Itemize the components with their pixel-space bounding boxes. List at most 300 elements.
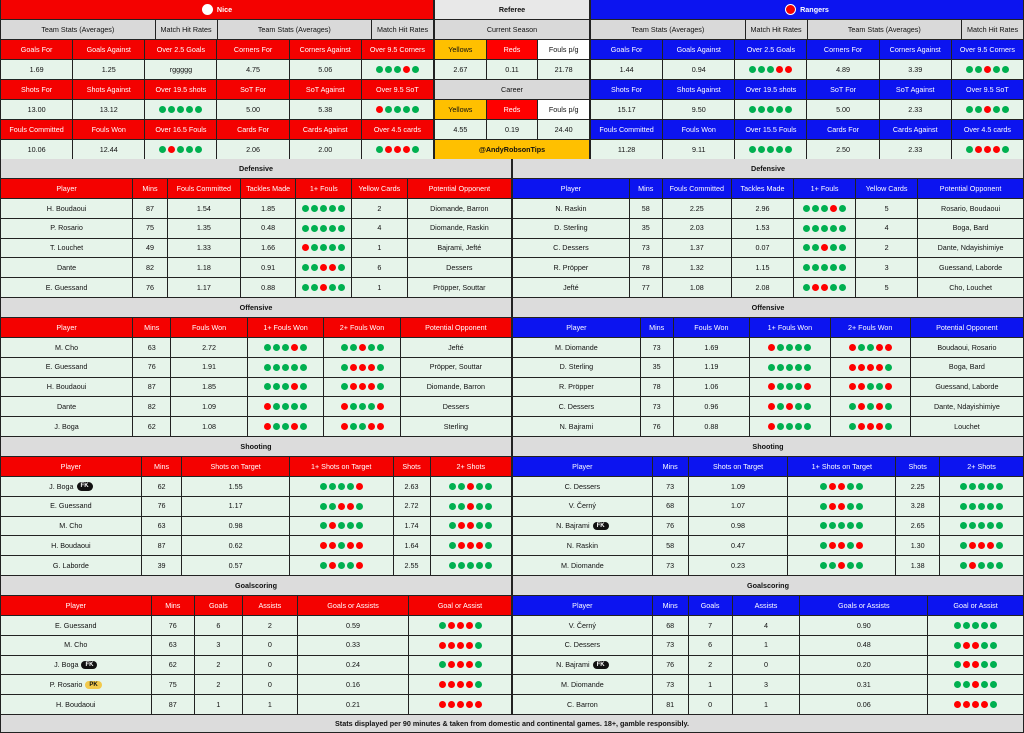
player-stat-text: 1.69 bbox=[704, 342, 719, 352]
hit-dot bbox=[350, 344, 357, 351]
player-stat-text: 35 bbox=[641, 223, 650, 233]
hit-rate-dots bbox=[290, 556, 394, 576]
player-stat-text: 0 bbox=[764, 660, 768, 670]
player-stat bbox=[800, 656, 928, 676]
rangers-value-row bbox=[590, 100, 1024, 120]
player-stat-text: 76 bbox=[666, 660, 675, 670]
hit-dot bbox=[338, 483, 345, 490]
hit-dot bbox=[966, 146, 973, 153]
miss-dot bbox=[876, 364, 883, 371]
nice-stat-value: 13.00 bbox=[1, 100, 73, 120]
player-name bbox=[1, 636, 152, 656]
referee-section-title bbox=[434, 20, 590, 40]
player-name-text: N. Raskin bbox=[555, 203, 587, 213]
player-stat-text: 1.55 bbox=[228, 481, 243, 491]
hit-rate-dots bbox=[940, 477, 1024, 497]
player-stat-text: 62 bbox=[147, 421, 156, 431]
rangers-hit-rate bbox=[735, 140, 807, 160]
player-stat bbox=[896, 536, 940, 556]
miss-dot bbox=[867, 364, 874, 371]
miss-dot bbox=[394, 146, 401, 153]
nice-stat-value: 5.06 bbox=[290, 60, 362, 80]
miss-dot bbox=[403, 146, 410, 153]
miss-dot bbox=[972, 681, 979, 688]
player-stat-text: 3 bbox=[216, 640, 221, 650]
hit-rate-dots bbox=[940, 556, 1024, 576]
hit-dot bbox=[195, 106, 202, 113]
player-name-text: E. Guessand bbox=[54, 620, 97, 630]
player-stat-text: 2 bbox=[708, 660, 713, 670]
hit-dot bbox=[320, 205, 327, 212]
player-stat bbox=[133, 397, 171, 417]
defensive-column-header: Fouls Committed bbox=[663, 179, 732, 199]
hit-dot bbox=[1002, 66, 1009, 73]
nice-stat-label: Over 2.5 Goals bbox=[145, 40, 217, 60]
player-stat bbox=[168, 199, 241, 219]
player-name bbox=[1, 497, 142, 517]
rangers-stat-label: Over 9.5 Corners bbox=[952, 40, 1024, 60]
miss-dot bbox=[291, 344, 298, 351]
referee-stat-value: 2.67 bbox=[435, 60, 487, 80]
hit-dot bbox=[329, 244, 336, 251]
player-stat-text: 76 bbox=[157, 501, 166, 511]
player-stat bbox=[171, 378, 247, 398]
offensive-column-header: 2+ Fouls Won bbox=[831, 318, 911, 338]
player-stat bbox=[856, 278, 918, 298]
shooting-left-title bbox=[0, 437, 512, 457]
player-name bbox=[1, 199, 133, 219]
hit-dot bbox=[838, 522, 845, 529]
hit-dot bbox=[830, 264, 837, 271]
miss-dot bbox=[448, 681, 455, 688]
nice-stat-value: rggggg bbox=[145, 60, 217, 80]
player-name bbox=[1, 358, 133, 378]
player-stat bbox=[298, 675, 409, 695]
defensive-column-header: Player bbox=[513, 179, 630, 199]
hit-dot bbox=[311, 284, 318, 291]
hit-dot bbox=[812, 225, 819, 232]
hit-dot bbox=[954, 681, 961, 688]
player-stat-text: 1.85 bbox=[261, 203, 276, 213]
nice-label-row bbox=[0, 120, 434, 140]
offensive-right-title bbox=[512, 298, 1024, 318]
hit-dot bbox=[282, 383, 289, 390]
player-stat-text: 0.90 bbox=[856, 620, 871, 630]
player-stat-text: 2.96 bbox=[755, 203, 770, 213]
hit-dot bbox=[449, 562, 456, 569]
player-stat bbox=[241, 258, 297, 278]
hit-dot bbox=[377, 383, 384, 390]
nice-team-label: Nice bbox=[216, 4, 233, 14]
goalscoring-right-header bbox=[512, 596, 1024, 616]
player-stat bbox=[856, 219, 918, 239]
miss-dot bbox=[329, 264, 336, 271]
player-stat-text: 1.37 bbox=[689, 243, 704, 253]
nice-stat-value: 12.44 bbox=[73, 140, 145, 160]
referee-stat-value: 24.40 bbox=[538, 120, 590, 140]
hit-dot bbox=[767, 106, 774, 113]
hit-dot bbox=[412, 146, 419, 153]
hit-dot bbox=[177, 146, 184, 153]
offensive-column-header: Player bbox=[1, 318, 133, 338]
miss-dot bbox=[466, 681, 473, 688]
hit-dot bbox=[960, 483, 967, 490]
miss-dot bbox=[356, 562, 363, 569]
player-stat-text: Cho, Louchet bbox=[949, 282, 992, 292]
goalscoring-column-header: Mins bbox=[653, 596, 689, 616]
hit-dot bbox=[264, 383, 271, 390]
shooting-column-header: 2+ Shots bbox=[940, 457, 1024, 477]
miss-dot bbox=[439, 701, 446, 708]
shooting-column-header: 2+ Shots bbox=[431, 457, 512, 477]
rangers-hit-rate bbox=[952, 140, 1024, 160]
hit-dot bbox=[795, 383, 802, 390]
rangers-crest-icon bbox=[785, 4, 796, 15]
miss-dot bbox=[368, 423, 375, 430]
player-name bbox=[513, 636, 653, 656]
nice-hit-rate bbox=[145, 100, 217, 120]
player-stat bbox=[243, 675, 298, 695]
nice-stats-header bbox=[0, 20, 434, 40]
miss-dot bbox=[376, 106, 383, 113]
player-stat-text: 1.09 bbox=[202, 402, 217, 411]
player-stat bbox=[171, 417, 247, 437]
nice-hit-rate bbox=[362, 140, 434, 160]
miss-dot bbox=[439, 681, 446, 688]
nice-stat-value: 4.75 bbox=[217, 60, 289, 80]
player-stat-text: 0.16 bbox=[346, 680, 361, 689]
miss-dot bbox=[320, 264, 327, 271]
nice-stat-label: Shots For bbox=[1, 80, 73, 100]
player-stat bbox=[689, 477, 789, 497]
miss-dot bbox=[849, 383, 856, 390]
hit-dot bbox=[749, 66, 756, 73]
miss-dot bbox=[329, 562, 336, 569]
hit-rate-dots bbox=[248, 397, 324, 417]
hit-dot bbox=[449, 483, 456, 490]
offensive-column-header: Mins bbox=[641, 318, 674, 338]
miss-dot bbox=[341, 423, 348, 430]
miss-dot bbox=[849, 364, 856, 371]
miss-dot bbox=[356, 483, 363, 490]
hit-dot bbox=[767, 146, 774, 153]
hit-dot bbox=[264, 344, 271, 351]
hit-dot bbox=[820, 483, 827, 490]
miss-dot bbox=[768, 383, 775, 390]
player-name-text: D. Sterling bbox=[559, 362, 594, 372]
hit-dot bbox=[291, 403, 298, 410]
defensive-right-header bbox=[512, 179, 1024, 199]
player-stat bbox=[641, 417, 674, 437]
miss-dot bbox=[838, 562, 845, 569]
rangers-stat-label: Fouls Won bbox=[663, 120, 735, 140]
player-stat bbox=[689, 517, 789, 537]
player-stat-text: 0.23 bbox=[731, 560, 746, 570]
shooting-column-header: Shots bbox=[394, 457, 431, 477]
player-stat bbox=[641, 378, 674, 398]
hit-dot bbox=[996, 522, 1003, 529]
player-stat bbox=[401, 417, 512, 437]
player-name-text: C. Dessers bbox=[564, 481, 601, 491]
player-stat bbox=[142, 497, 183, 517]
referee-value-row bbox=[434, 60, 590, 80]
player-name-text: R. Pröpper bbox=[558, 382, 594, 392]
player-stat bbox=[689, 556, 789, 576]
player-stat-text: 0.31 bbox=[856, 680, 871, 689]
defensive-right-rows bbox=[512, 199, 1024, 298]
hit-rate-dots bbox=[788, 477, 896, 497]
hit-dot bbox=[300, 344, 307, 351]
hit-rate-dots bbox=[409, 675, 512, 695]
nice-stat-label: Over 9.5 Corners bbox=[362, 40, 434, 60]
player-stat bbox=[243, 695, 298, 715]
nice-label-row bbox=[0, 40, 434, 60]
player-name bbox=[1, 278, 133, 298]
goalscoring-left-rows bbox=[0, 616, 512, 715]
miss-dot bbox=[302, 244, 309, 251]
player-stat-text: 0.62 bbox=[228, 541, 243, 550]
player-stat-text: 0.98 bbox=[731, 521, 746, 531]
nice-crest-icon bbox=[202, 4, 213, 15]
rangers-header-cell: Team Stats (Averages) bbox=[591, 20, 746, 40]
hit-dot bbox=[856, 483, 863, 490]
rangers-stat-value: 4.89 bbox=[807, 60, 879, 80]
player-name bbox=[1, 675, 152, 695]
hit-dot bbox=[385, 66, 392, 73]
nice-stat-label: Cards For bbox=[217, 120, 289, 140]
player-name-text: P. Rosario bbox=[50, 223, 83, 233]
hit-dot bbox=[812, 264, 819, 271]
offensive-column-header: Potential Opponent bbox=[911, 318, 1024, 338]
miss-dot bbox=[981, 701, 988, 708]
player-stat-text: Jefté bbox=[448, 342, 464, 352]
rangers-stat-value: 0.94 bbox=[663, 60, 735, 80]
player-stat bbox=[663, 199, 732, 219]
hit-rate-dots bbox=[788, 497, 896, 517]
hit-rate-dots bbox=[290, 536, 394, 556]
player-stat-text: 1.91 bbox=[202, 362, 217, 372]
hit-rate-dots bbox=[750, 338, 830, 358]
miss-dot bbox=[963, 701, 970, 708]
player-stat bbox=[733, 616, 801, 636]
player-stat-text: 1.64 bbox=[404, 541, 419, 550]
hit-rate-dots bbox=[296, 239, 352, 259]
defensive-left-header bbox=[0, 179, 512, 199]
player-stat bbox=[408, 258, 512, 278]
hit-rate-dots bbox=[248, 417, 324, 437]
hit-dot bbox=[338, 562, 345, 569]
player-stat-text: 1.06 bbox=[704, 382, 719, 392]
rangers-stat-value: 11.28 bbox=[591, 140, 663, 160]
player-name bbox=[1, 536, 142, 556]
tipster-handle bbox=[434, 140, 590, 160]
hit-rate-dots bbox=[831, 378, 911, 398]
player-stat-text: 3 bbox=[764, 680, 768, 689]
offensive-column-header: Player bbox=[513, 318, 641, 338]
rangers-stat-value: 2.50 bbox=[807, 140, 879, 160]
hit-dot bbox=[821, 205, 828, 212]
player-name-text: C. Barron bbox=[566, 699, 598, 709]
hit-rate-dots bbox=[928, 675, 1024, 695]
hit-rate-dots bbox=[431, 536, 512, 556]
player-stat-text: 76 bbox=[168, 620, 177, 630]
hit-dot bbox=[376, 66, 383, 73]
player-stat bbox=[401, 358, 512, 378]
referee-label: Career bbox=[435, 80, 590, 100]
miss-dot bbox=[264, 423, 271, 430]
player-stat bbox=[241, 199, 297, 219]
player-stat-text: Dessers bbox=[442, 402, 470, 411]
rangers-stat-label: Over 19.5 shots bbox=[735, 80, 807, 100]
hit-dot bbox=[350, 423, 357, 430]
miss-dot bbox=[466, 642, 473, 649]
hit-dot bbox=[475, 681, 482, 688]
player-stat bbox=[133, 219, 168, 239]
rangers-stat-label: Shots For bbox=[591, 80, 663, 100]
player-stat-text: 2 bbox=[216, 680, 221, 689]
hit-dot bbox=[376, 146, 383, 153]
player-stat-text: 73 bbox=[666, 680, 675, 689]
player-stat bbox=[689, 695, 733, 715]
player-stat-text: 2.08 bbox=[755, 282, 770, 292]
hit-dot bbox=[476, 503, 483, 510]
player-stat-text: 3 bbox=[884, 263, 889, 272]
player-stat bbox=[394, 556, 431, 576]
hit-dot bbox=[302, 284, 309, 291]
player-stat bbox=[689, 536, 789, 556]
goalscoring-column-header: Player bbox=[1, 596, 152, 616]
player-stat bbox=[394, 536, 431, 556]
rangers-stat-label: Fouls Committed bbox=[591, 120, 663, 140]
referee-reds-header: Reds bbox=[487, 100, 539, 120]
player-stat bbox=[918, 278, 1024, 298]
hit-dot bbox=[803, 225, 810, 232]
nice-stat-label: Fouls Committed bbox=[1, 120, 73, 140]
hit-dot bbox=[804, 344, 811, 351]
hit-dot bbox=[347, 562, 354, 569]
referee-stat-value: 0.19 bbox=[487, 120, 539, 140]
player-stat-text: 2.03 bbox=[689, 223, 704, 233]
player-stat bbox=[732, 219, 794, 239]
player-stat-text: 68 bbox=[666, 501, 675, 511]
player-stat-text: 0.48 bbox=[856, 640, 871, 650]
hit-rate-dots bbox=[296, 258, 352, 278]
hit-dot bbox=[273, 344, 280, 351]
hit-rate-dots bbox=[324, 417, 400, 437]
player-name bbox=[513, 675, 653, 695]
offensive-left-rows bbox=[0, 338, 512, 437]
shooting-column-header: Mins bbox=[653, 457, 689, 477]
hit-dot bbox=[960, 503, 967, 510]
player-stat bbox=[630, 258, 663, 278]
player-stat-text: 2.25 bbox=[910, 481, 925, 491]
defensive-left-title bbox=[0, 159, 512, 179]
rangers-stat-value: 2.33 bbox=[880, 100, 952, 120]
hit-dot bbox=[963, 622, 970, 629]
miss-dot bbox=[812, 284, 819, 291]
player-stat bbox=[182, 497, 289, 517]
player-stat bbox=[133, 239, 168, 259]
player-stat bbox=[653, 497, 689, 517]
player-stat bbox=[689, 636, 733, 656]
player-stat-text: 78 bbox=[641, 263, 650, 272]
player-stat-text: 0.48 bbox=[261, 223, 276, 233]
hit-dot bbox=[385, 106, 392, 113]
player-stat-text: 6 bbox=[708, 640, 713, 650]
player-stat bbox=[352, 278, 408, 298]
hit-dot bbox=[394, 66, 401, 73]
player-stat-text: Boga, Bard bbox=[948, 362, 985, 372]
goalscoring-column-header: Goals bbox=[689, 596, 733, 616]
player-stat-text: 1 bbox=[708, 680, 713, 689]
hit-dot bbox=[987, 562, 994, 569]
hit-dot bbox=[996, 503, 1003, 510]
hit-dot bbox=[458, 483, 465, 490]
player-stat-text: 1.38 bbox=[910, 560, 925, 570]
player-stat bbox=[856, 199, 918, 219]
hit-rate-dots bbox=[248, 358, 324, 378]
offensive-left-title bbox=[0, 298, 512, 318]
hit-rate-dots bbox=[431, 497, 512, 517]
hit-dot bbox=[377, 364, 384, 371]
player-stat-text: 2 bbox=[377, 203, 382, 213]
nice-value-row bbox=[0, 60, 434, 80]
miss-dot bbox=[963, 642, 970, 649]
rangers-stat-label: SoT For bbox=[807, 80, 879, 100]
referee-yellows-header: Yellows bbox=[435, 40, 487, 60]
player-stat bbox=[408, 278, 512, 298]
hit-dot bbox=[820, 522, 827, 529]
hit-rate-dots bbox=[794, 199, 856, 219]
player-stat bbox=[241, 239, 297, 259]
miss-dot bbox=[448, 701, 455, 708]
player-stat bbox=[663, 278, 732, 298]
player-stat bbox=[630, 278, 663, 298]
player-stat-text: Pröpper, Souttar bbox=[429, 362, 483, 372]
hit-dot bbox=[847, 562, 854, 569]
rangers-hit-rate bbox=[735, 100, 807, 120]
rangers-label-row bbox=[590, 40, 1024, 60]
hit-dot bbox=[311, 264, 318, 271]
hit-rate-dots bbox=[324, 358, 400, 378]
player-stat bbox=[171, 397, 247, 417]
hit-rate-dots bbox=[750, 358, 830, 378]
hit-dot bbox=[320, 522, 327, 529]
player-stat-text: Guessand, Laborde bbox=[935, 382, 999, 392]
rangers-stat-value: 5.00 bbox=[807, 100, 879, 120]
player-stat-text: Guessand, Laborde bbox=[939, 263, 1003, 272]
nice-label-row bbox=[0, 80, 434, 100]
player-name bbox=[513, 517, 653, 537]
player-stat-text: 1.32 bbox=[689, 263, 704, 272]
hit-dot bbox=[282, 364, 289, 371]
hit-rate-dots bbox=[324, 338, 400, 358]
player-stat-text: 0.06 bbox=[856, 699, 871, 709]
offensive-left-header bbox=[0, 318, 512, 338]
player-stat bbox=[856, 239, 918, 259]
hit-dot bbox=[975, 66, 982, 73]
player-stat-text: 1.18 bbox=[196, 263, 211, 272]
player-name bbox=[513, 239, 630, 259]
rangers-hit-rate bbox=[735, 60, 807, 80]
rangers-header-cell: Team Stats (Averages) bbox=[808, 20, 963, 40]
rangers-header-cell: Match Hit Rates bbox=[746, 20, 808, 40]
shooting-column-header: 1+ Shots on Target bbox=[290, 457, 394, 477]
player-stat bbox=[918, 239, 1024, 259]
nice-stat-label: Over 9.5 SoT bbox=[362, 80, 434, 100]
player-stat bbox=[195, 675, 243, 695]
defensive-title: Defensive bbox=[513, 159, 1024, 179]
